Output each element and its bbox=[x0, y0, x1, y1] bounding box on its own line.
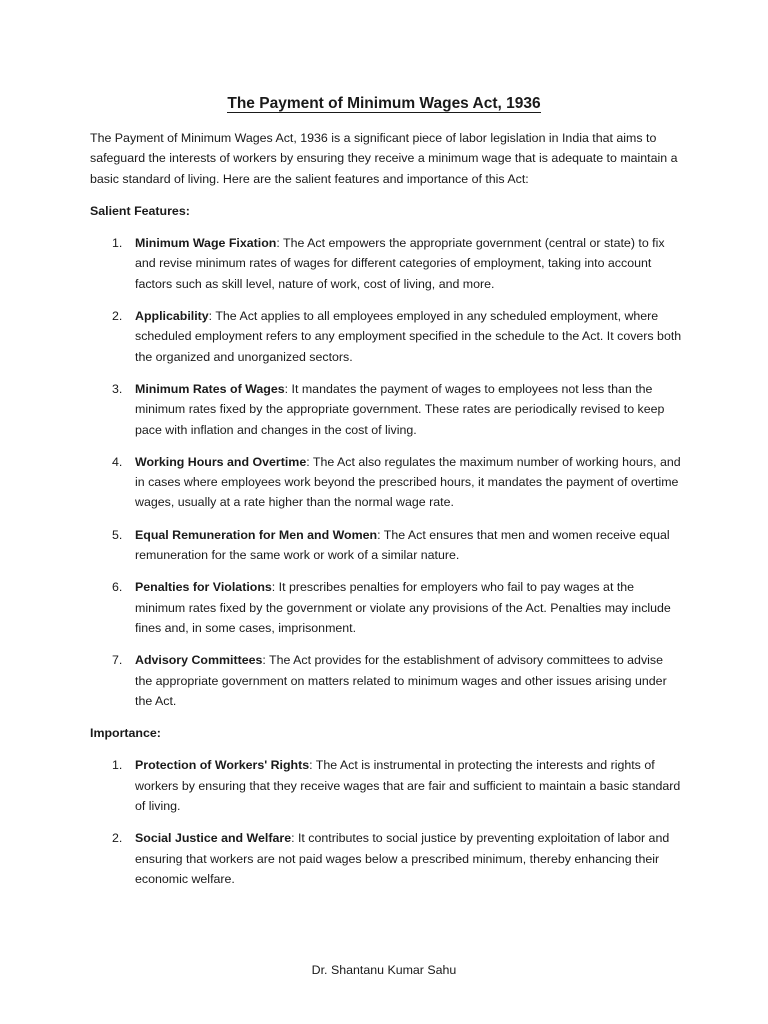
list-item-term: Working Hours and Overtime bbox=[135, 454, 307, 469]
list-item-text: : It mandates the payment of wages to employees not less than the minimum rates fixed by the appropriate government. These rates are periodically revised to keep pace with inflation and changes in the cost of living. bbox=[135, 381, 665, 437]
list-item-number: 1. bbox=[112, 758, 123, 773]
list-item bbox=[90, 306, 682, 367]
list-item bbox=[90, 577, 682, 638]
list-item-text: : The Act also regulates the maximum number of working hours, and in cases where employees work beyond the prescribed hours, it mandates the payment of overtime wages, usually at a rate higher than the normal wage rate. bbox=[135, 454, 681, 510]
list-item-number: 1. bbox=[112, 236, 123, 251]
list-item-text: : The Act empowers the appropriate government (central or state) to fix and revise minimum rates of wages for different categories of employment, taking into account factors such as skill level, nature of work, cost of living, and more. bbox=[135, 236, 665, 291]
list-item-number: 2. bbox=[112, 309, 123, 324]
list-item-term: Advisory Committees bbox=[135, 653, 263, 668]
list-item bbox=[90, 755, 682, 816]
list-item-term: Protection of Workers' Rights bbox=[135, 758, 310, 773]
salient-features-heading: Salient Features: bbox=[90, 203, 190, 218]
list-item-number: 3. bbox=[112, 381, 123, 396]
list-item bbox=[90, 452, 682, 513]
list-item-term: Equal Remuneration for Men and Women bbox=[135, 527, 378, 542]
list-item bbox=[90, 828, 682, 889]
list-item-term: Penalties for Violations bbox=[135, 580, 272, 595]
intro-paragraph: The Payment of Minimum Wages Act, 1936 is a significant piece of labor legislation in India that aims to safeguard the interests of workers by ensuring they receive a minimum wage that is adequate to maintain a basic standard of living. Here are the salient features and importance of this Act: bbox=[90, 131, 678, 186]
page-title bbox=[0, 94, 768, 114]
list-item bbox=[90, 650, 682, 711]
list-item-number: 7. bbox=[112, 653, 123, 668]
importance-heading: Importance: bbox=[90, 726, 161, 741]
list-item-number: 2. bbox=[112, 831, 123, 846]
list-item-number: 5. bbox=[112, 527, 123, 542]
list-item-text: : The Act provides for the establishment of advisory committees to advise the appropriate government on matters related to minimum wages and other issues arising under the Act. bbox=[135, 653, 667, 708]
document-body bbox=[90, 128, 682, 901]
list-item bbox=[90, 525, 682, 566]
list-item-text: : It contributes to social justice by preventing exploitation of labor and ensuring that workers are not paid wages below a prescribed minimum, thereby enhancing their economic welfare. bbox=[135, 831, 670, 886]
list-item-term: Social Justice and Welfare bbox=[135, 831, 292, 846]
list-item-number: 4. bbox=[112, 454, 123, 469]
list-item bbox=[90, 233, 682, 294]
list-item bbox=[90, 379, 682, 440]
salient-features-list bbox=[90, 233, 682, 711]
list-item-text: : It prescribes penalties for employers who fail to pay wages at the minimum rates fixed by the government or violate any provisions of the Act. Penalties may include fines and, in some cases, imprisonment. bbox=[135, 580, 671, 635]
list-item-term: Applicability bbox=[135, 309, 209, 324]
list-item-text: : The Act is instrumental in protecting the interests and rights of workers by ensuring that they receive wages that are fair and sufficient to maintain a basic standard of living. bbox=[135, 758, 681, 814]
list-item-term: Minimum Rates of Wages bbox=[135, 381, 285, 396]
list-item-text: : The Act applies to all employees employed in any scheduled employment, where scheduled employment refers to any employment specified in the schedule to the Act. It covers both the organized and unorganized sectors. bbox=[135, 309, 682, 364]
list-item-term: Minimum Wage Fixation bbox=[135, 236, 277, 251]
author-footer: Dr. Shantanu Kumar Sahu bbox=[311, 963, 457, 977]
list-item-number: 6. bbox=[112, 580, 123, 595]
page-title-text: The Payment of Minimum Wages Act, 1936 bbox=[227, 95, 541, 112]
list-item-text: : The Act ensures that men and women receive equal remuneration for the same work or work of a similar nature. bbox=[135, 527, 670, 563]
importance-list bbox=[90, 755, 682, 889]
